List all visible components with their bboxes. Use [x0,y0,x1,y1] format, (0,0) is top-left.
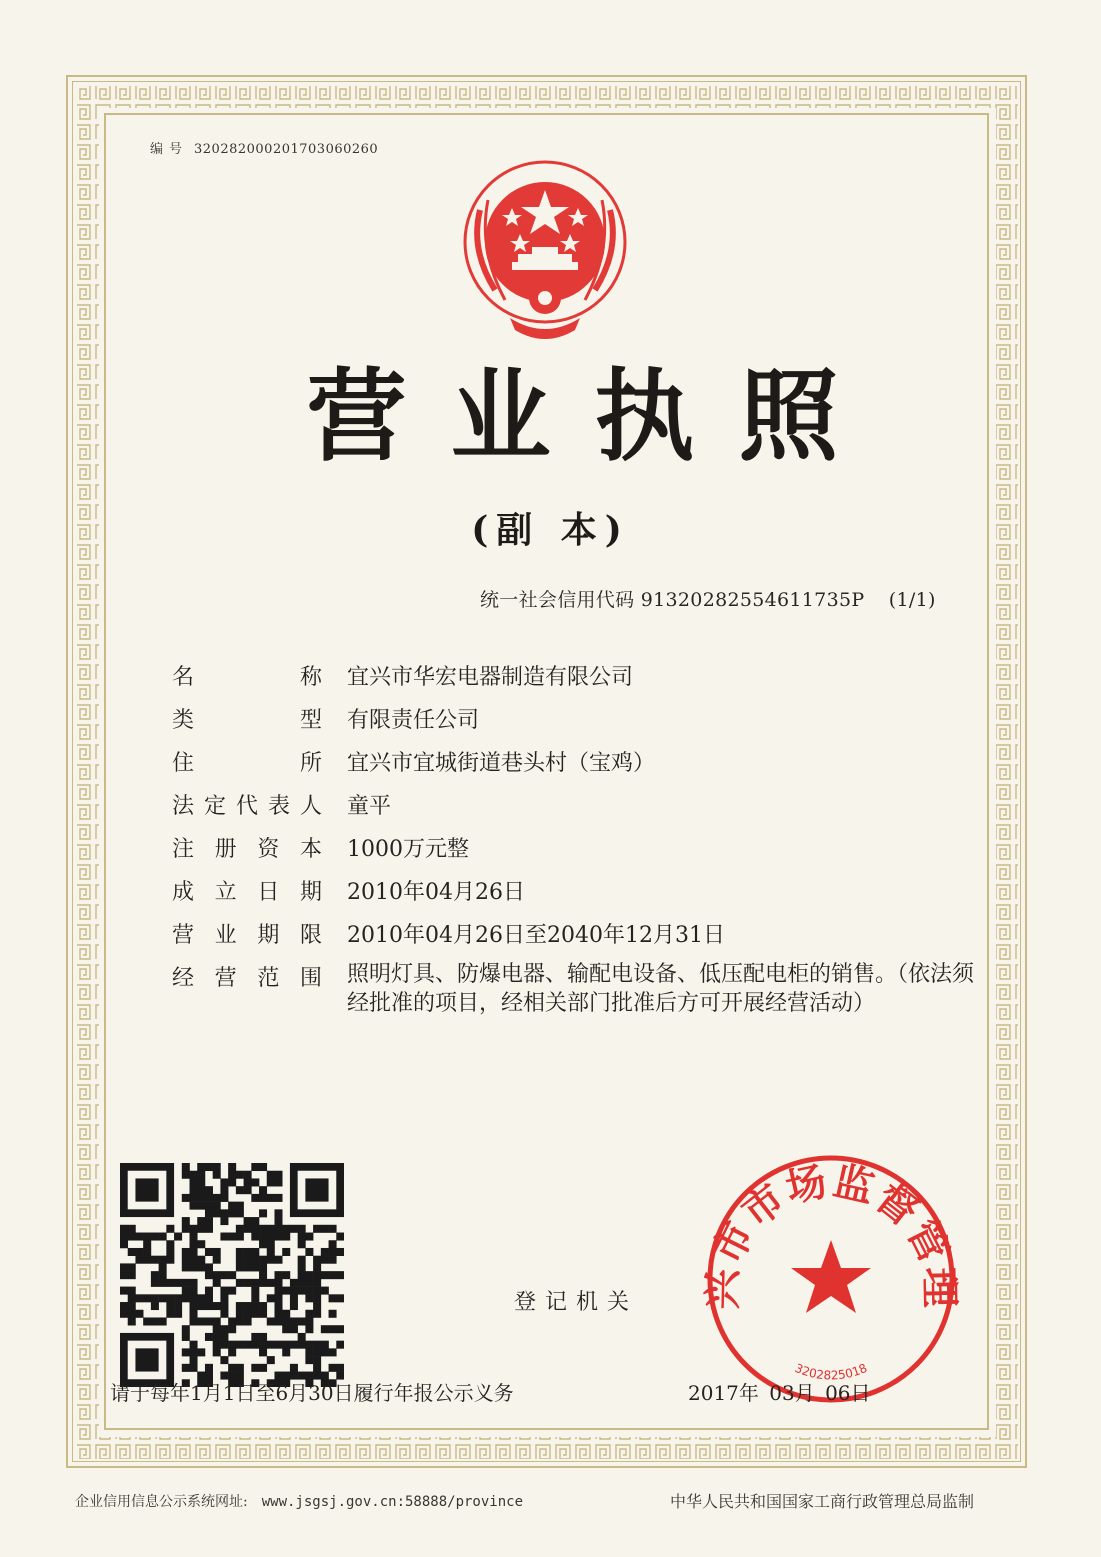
business-scope-value: 照明灯具、防爆电器、输配电设备、低压配电柜的销售。（依法须经批准的项目，经相关部门批准后方可开展经营活动） [347,962,975,1016]
field-label: 类型 [172,708,322,733]
field-business-term [172,918,725,949]
credit-code-label: 统一社会信用代码 [480,589,635,611]
credit-code-line [480,585,936,612]
field-label: 营业期限 [172,923,322,948]
credit-code-value: 913202825546117​35P [640,589,865,611]
field-value: 宜兴市华宏电器制造有限公司 [347,665,634,690]
document-subtitle: (副 本) [471,509,630,551]
seal-code: 3202825018 [792,1360,870,1383]
field-address [172,746,656,777]
field-label: 名称 [172,665,322,690]
qr-code-icon [120,1163,344,1387]
footer-website-label: 企业信用信息公示系统网址: [75,1494,248,1510]
issue-date [688,1377,875,1406]
field-label: 经营范围 [172,966,322,991]
field-registered-capital [172,832,469,863]
serial-label: 编号 [150,142,189,157]
field-value: 宜兴市宜城街道巷头村（宝鸡） [347,751,656,776]
field-label: 法定代表人 [172,794,322,819]
field-establishment-date [172,875,525,906]
field-name [172,660,634,691]
national-emblem-icon [450,150,640,350]
serial-number [150,138,378,157]
footer-supervisor: 中华人民共和国国家工商行政管理总局监制 [670,1492,975,1511]
field-value: 有限责任公司 [347,708,480,733]
field-label: 住所 [172,751,322,776]
registration-authority-label: 登记机关 [514,1290,639,1315]
field-value: 1000万元整 [347,837,469,862]
field-value: 童平 [347,794,392,819]
serial-value: 320282000201703060260 [194,142,379,157]
field-value: 2010年04月26日至2040年12月31日 [347,923,725,948]
official-seal-stamp [700,1148,962,1410]
issue-month: 03月 [769,1381,815,1405]
issue-day: 06日 [825,1381,871,1405]
issue-year: 2017年 [688,1381,759,1405]
page-indicator: (1/1) [888,589,936,611]
footer-website-url[interactable]: www.jsgsj.gov.cn:58888/province [261,1494,524,1510]
field-label: 成立日期 [172,880,322,905]
field-type [172,703,480,734]
annual-report-notice: 请于每年1月1日至6月30日履行年报公示义务 [110,1381,514,1405]
field-business-scope [172,961,322,992]
seal-text: 兴市市场监督管理 [700,1158,962,1310]
field-value: 2010年04月26日 [347,880,525,905]
field-legal-representative [172,789,392,820]
document-title: 营业执照 [306,358,883,475]
footer-website [75,1491,523,1511]
field-label: 注册资本 [172,837,322,862]
